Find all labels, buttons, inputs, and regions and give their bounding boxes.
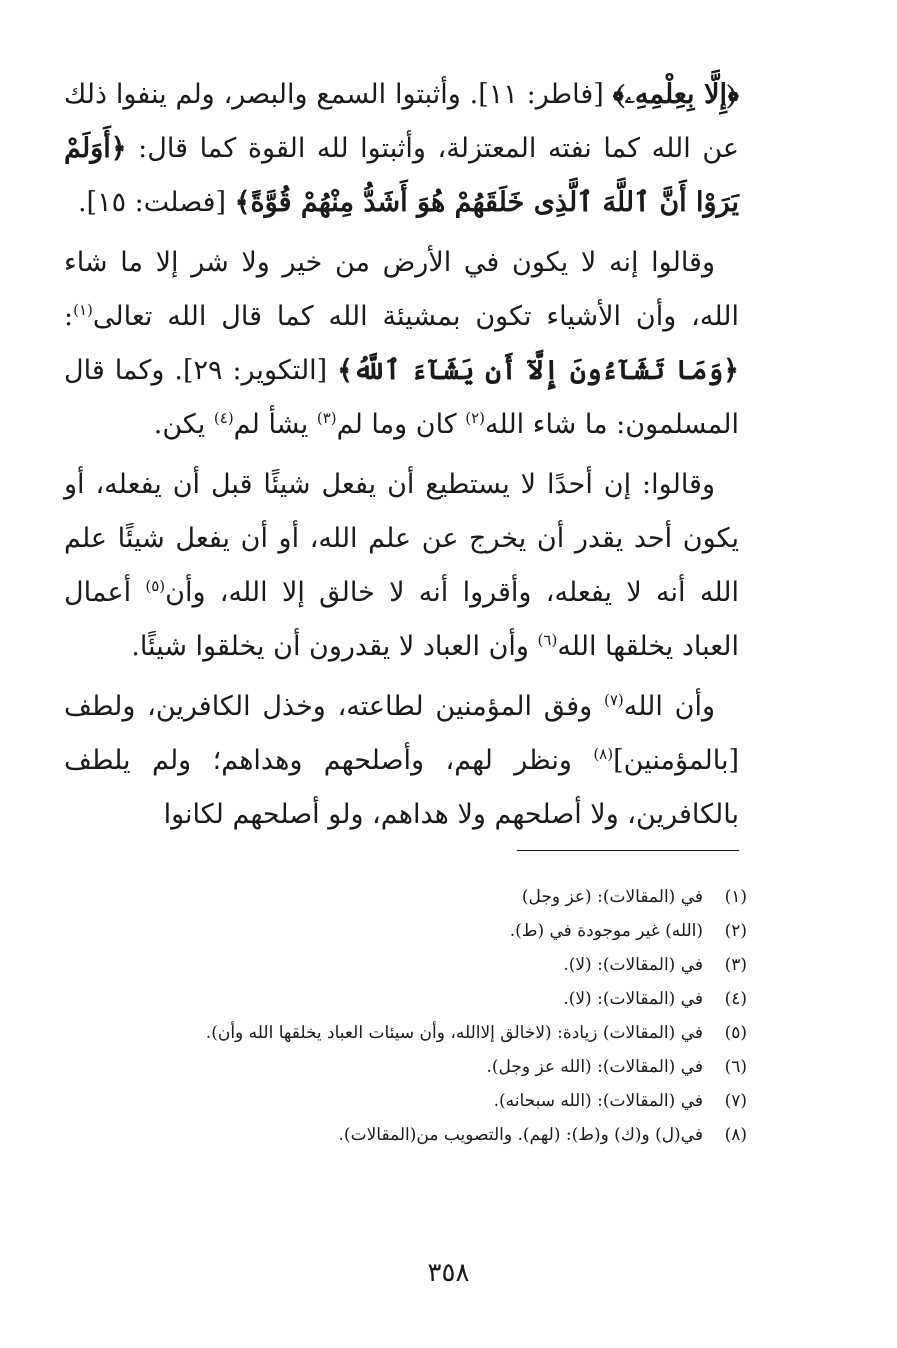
- footnote-item: [57, 1118, 747, 1152]
- text-run: يشأ لم: [233, 409, 317, 440]
- footnote-number: (٢): [724, 921, 747, 941]
- footnote-text: في (المقالات): (عز وجل): [521, 887, 703, 907]
- footnote-item: [57, 948, 747, 982]
- footnote-item: [57, 1050, 747, 1084]
- footnote-item: [57, 914, 747, 948]
- text-run: وقالوا إنه لا يكون في الأرض من خير ولا شر إلا ما شاء الله، وأن الأشياء تكون بمشيئة الله كما قال الله تعالى: [64, 247, 739, 332]
- footnote-text: في (المقالات): (الله عز وجل).: [486, 1057, 703, 1077]
- text-run: وأن الله: [623, 691, 716, 722]
- paragraph-3: [64, 458, 739, 674]
- footnote-ref: (٨): [593, 745, 614, 763]
- text-run: [التكوير: ٢٩]. وكما قال المسلمون: ما شاء الله: [64, 355, 739, 440]
- text-run: يكن.: [153, 409, 214, 440]
- footnote-ref: (٥): [145, 577, 166, 595]
- text-run: ونظر لهم، وأصلحهم وهداهم؛ ولم يلطف بالكافرين، ولا أصلحهم ولا هداهم، ولو أصلحهم لكانوا: [64, 745, 739, 830]
- main-text: [64, 68, 739, 848]
- quran-verse: ﴿أَوَلَمْ يَرَوْا أَنَّ ٱللَّهَ ٱلَّذِى خَلَقَهُمْ هُوَ أَشَدُّ مِنْهُمْ قُوَّةً﴾: [64, 133, 739, 218]
- footnote-number: (٨): [724, 1125, 747, 1145]
- paragraph-1: [64, 68, 739, 230]
- footnote-number: (٥): [724, 1023, 747, 1043]
- footnote-ref: (٤): [213, 409, 234, 427]
- footnote-number: (٦): [724, 1057, 747, 1077]
- footnote-separator: [517, 850, 739, 851]
- footnote-number: (٧): [724, 1091, 747, 1111]
- footnote-number: (٣): [724, 955, 747, 975]
- text-run: أعمال العباد يخلقها الله: [64, 577, 739, 662]
- footnote-number: (١): [724, 887, 747, 907]
- footnote-ref: (٦): [537, 631, 558, 649]
- footnote-text: في(ل) و(ك) و(ط): (لهم). والتصويب من(المقالات).: [338, 1125, 703, 1145]
- text-run: وقالوا: إن أحدًا لا يستطيع أن يفعل شيئًا قبل أن يفعله، أو يكون أحد يقدر أن يخرج عن علم الله، أو أن يفعل شيئًا علم الله أنه لا يفعله، وأقروا أنه لا خالق إلا الله، وأن: [64, 469, 739, 608]
- footnote-text: في (المقالات): (لا).: [563, 989, 703, 1009]
- footnote-number: (٤): [724, 989, 747, 1009]
- footnote-text: (الله) غير موجودة في (ط).: [509, 921, 703, 941]
- footnote-text: في (المقالات): (لا).: [563, 955, 703, 975]
- paragraph-4: [64, 680, 739, 842]
- page-number: ٣٥٨: [427, 1258, 470, 1288]
- footnote-item: [57, 1084, 747, 1118]
- footnote-text: في (المقالات) زيادة: (لاخالق إلاالله، وأن سيئات العباد يخلقها الله وأن).: [205, 1023, 703, 1043]
- quran-verse: ﴿إِلَّا بِعِلْمِهِۦ﴾: [612, 79, 740, 110]
- text-run: وأن العباد لا يقدرون أن يخلقوا شيئًا.: [131, 631, 538, 662]
- quran-verse: ﴿وَمَا تَشَآءُونَ إِلَّآ أَن يَشَآءَ ٱللَّهُ﴾: [337, 355, 740, 386]
- text-run: [فصلت: ١٥].: [77, 187, 235, 218]
- paragraph-2: [64, 236, 739, 452]
- footnote-ref: (٧): [603, 691, 624, 709]
- text-run: وفق المؤمنين لطاعته، وخذل الكافرين، ولطف [بالمؤمنين]: [64, 691, 739, 776]
- footnote-ref: (١): [73, 301, 93, 319]
- footnote-item: [57, 1016, 747, 1050]
- text-run: [فاطر: ١١]. وأثبتوا السمع والبصر، ولم ينفوا ذلك عن الله كما نفته المعتزلة، وأثبتوا لله القوة كما قال:: [64, 79, 739, 164]
- footnote-ref: (٢): [465, 409, 486, 427]
- footnote-text: في (المقالات): (الله سبحانه).: [493, 1091, 703, 1111]
- footnote-item: [57, 880, 747, 914]
- text-run: :: [64, 301, 74, 332]
- text-run: كان وما لم: [336, 409, 466, 440]
- footnote-item: [57, 982, 747, 1016]
- footnotes: [57, 880, 747, 1152]
- footnote-ref: (٣): [316, 409, 337, 427]
